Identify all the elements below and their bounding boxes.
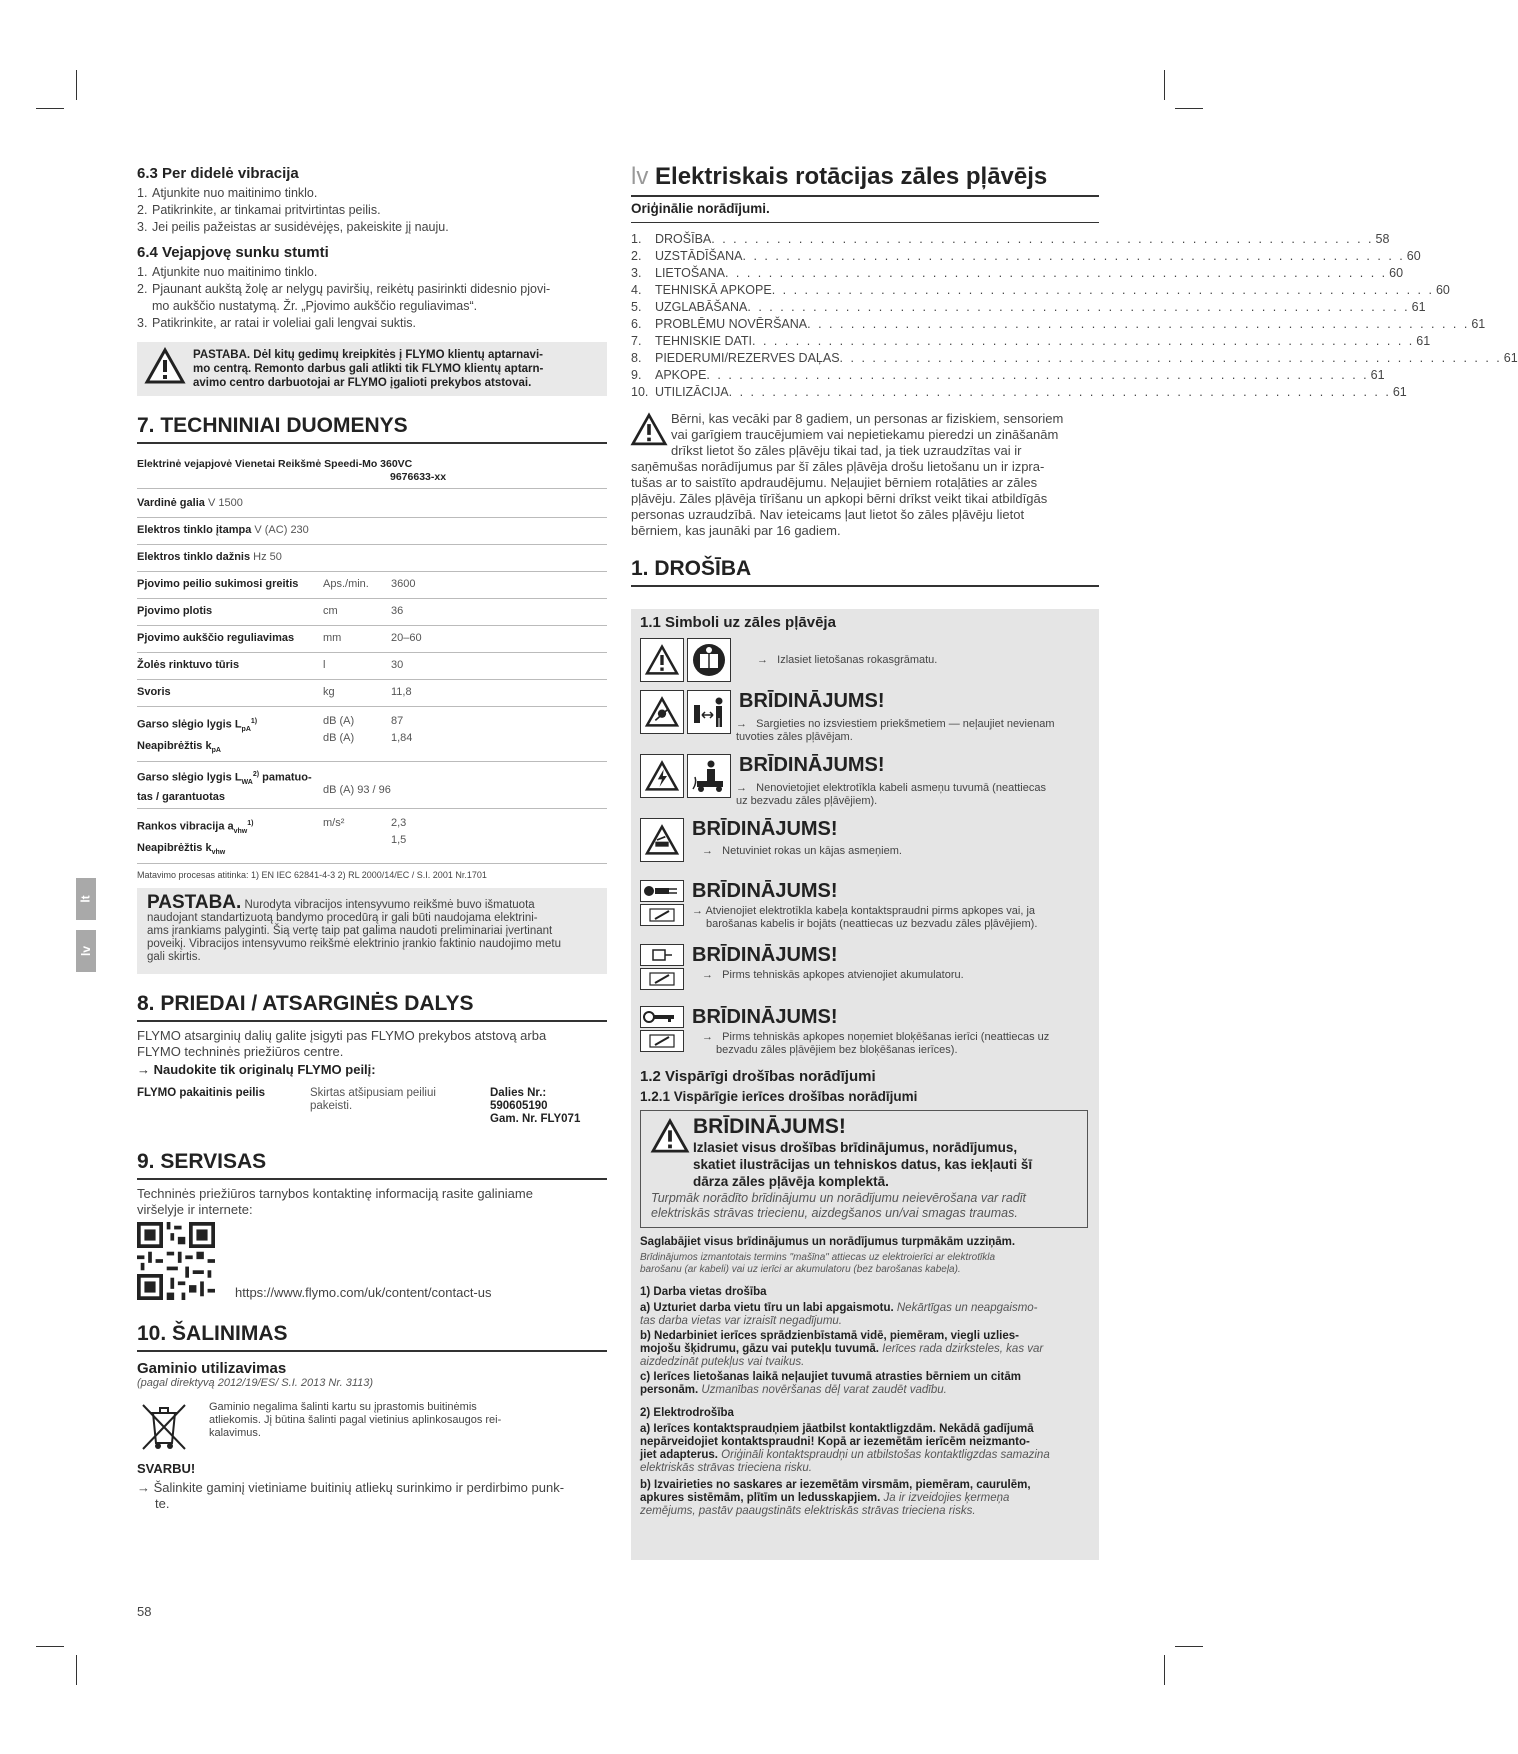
page-number: 58: [137, 1604, 152, 1619]
left-column: [137, 165, 607, 1512]
warning-symbol: [640, 690, 684, 734]
table-row: Pjovimo peilio sukimosi greitis Aps./min. 3600: [137, 572, 607, 599]
battery-icon: [650, 947, 674, 963]
contact-url[interactable]: https://www.flymo.com/uk/content/contact-us: [235, 1284, 492, 1300]
section-6-4-title: 6.4 Vejapjovę sunku stumti: [137, 244, 329, 261]
section-1-2-1-title: 1.2.1 Vispārīgie ierīces drošības norādījumi: [640, 1089, 918, 1104]
crop-mark: [1175, 108, 1203, 109]
table-of-contents: [631, 231, 1518, 401]
maintenance-symbol: [640, 968, 684, 990]
list-item: 3. Jei peilis pažeistas ar susidėvėjęs, pakeiskite jį nauju.: [137, 220, 449, 234]
symbol-text: → Izlasiet lietošanas rokasgrāmatu.: [757, 653, 938, 666]
work-safety-a: a) Uzturiet darba vietu tīru un labi apgaismotu. Nekārtīgas un neapgaismo- tas darba vietas var izraisīt negadījumu.: [640, 1302, 1038, 1327]
warning-unplug: BRĪDINĀJUMS! → Atvienojiet elektrotīkla kabeļa kontaktspraudni pirms apkopes vai, ja barošanas kabelis ir bojāts (neattiecas uz bezvadu zāles pļāvējiem).: [640, 880, 1095, 931]
warning-icon: [145, 348, 185, 384]
section-10-title: 10. ŠALINIMAS: [137, 1322, 607, 1352]
key-symbol: [640, 1006, 684, 1028]
section-1-1-title: 1.1 Simboli uz zāles pļāvēja: [640, 614, 836, 631]
crop-mark: [1164, 1655, 1165, 1685]
crop-mark: [1175, 1646, 1203, 1647]
intro-warning: Bērni, kas vecāki par 8 gadiem, un personas ar fiziskiem, sensoriem vai garīgiem traucējumiem vai nepietiekamu pieredzi un zināšanām drīkst lietot šo zāles pļāvēju tikai tad, ja tiek uzraudzītas vai ir saņēmušas norādījumus par šī zāles pļāvēja drošu lietošanu un ir izpra- tušas ar to saistīto apdraudējumu. Neļaujiet bērniem rotaļāties ar zāles pļāvēju. Zāles pļāvēja tīrīšanu un apkopi bērni drīkst veikt tikai atbildīgās personas uzraudzībā. Nav ieteicams ļaut lietot šo zāles pļāvēju lietot bērniem, kas jaunāki par 16 gadiem.: [631, 411, 1064, 538]
table-row: Garso slėgio lygis $L_{WA}^{2)}$ pamatuo- tas / garantuotas dB (A) 93 / 96: [137, 762, 607, 809]
warning-heading: BRĪDINĀJUMS!: [739, 690, 885, 712]
toc-item[interactable]: 9. APKOPE . . . . . . . . . . . . . . . . . . . . . . . . . . . . . . . . . . . . . . . . . . . . . . . . . . . . . . . . . . . . . 61: [631, 368, 1385, 382]
wrench-icon: [647, 1033, 677, 1049]
toc-item[interactable]: 2. UZSTĀDĪŠANA . . . . . . . . . . . . . . . . . . . . . . . . . . . . . . . . . . . . . . . . . . . . . . . . . . . . . . . . . . . . . 60: [631, 249, 1421, 263]
big-warning-box: BRĪDINĀJUMS! Izlasiet visus drošības brīdinājumus, norādījumus, skatiet ilustrācijas un tehniskos datus, kas iekļauti šī dārza zāles pļāvēja komplektā. Turpmāk norādīto brīdinājumu un norādījumu neievērošana var radīt elektriskās strāvas triecienu, aizdegšanos un/vai smagas traumas.: [640, 1110, 1088, 1228]
electrical-safety-b: b) Izvairieties no saskares ar iezemētām virsmām, piemēram, caurulēm, apkures sistēmām, plītīm un ledusskapjiem. Ja ir izveidojies ķermeņa zemējums, pastāv paaugstināts elektriskās strāvas trieciena risks.: [640, 1479, 1031, 1517]
read-manual-icon: [691, 642, 727, 678]
warning-heading: BRĪDINĀJUMS!: [692, 818, 838, 840]
spare-part-row: FLYMO pakaitinis peilis Skirtas atšipusiam peiliui pakeisti. Dalies Nr.: 590605190 Gam. Nr. FLY071: [137, 1086, 581, 1125]
term-note: Brīdinājumos izmantotais termins "mašīna" attiecas uz elektroierīci ar elektrotīkla barošanu (ar kabeli) vai uz ierīci ar akumulatoru (bez barošanas kabeļa).: [640, 1252, 996, 1275]
table-row: Vardinė galia V 1500: [137, 497, 243, 509]
disposal-directive: (pagal direktyvą 2012/19/ES/ S.I. 2013 Nr. 3113): [137, 1376, 374, 1389]
maintenance-symbol: [640, 1030, 684, 1052]
important-label: SVARBU!: [137, 1460, 196, 1476]
crop-mark: [36, 108, 64, 109]
section-6-3-list: [137, 185, 607, 236]
keep-distance-icon: [691, 695, 727, 729]
section-1-2-title: 1.2 Vispārīgi drošības norādījumi: [640, 1068, 876, 1085]
warning-cable: BRĪDINĀJUMS! → Nenovietojiet elektrotīkla kabeli asmeņu tuvumā (neattiecas uz bezvadu zāles pļāvējiem).: [640, 754, 1095, 808]
warning-icon: [631, 413, 667, 446]
warning-blades: BRĪDINĀJUMS! → Netuviniet rokas un kājas asmeņiem.: [640, 818, 1095, 862]
distance-symbol: [687, 690, 731, 734]
toc-item[interactable]: 7. TEHNISKIE DATI . . . . . . . . . . . . . . . . . . . . . . . . . . . . . . . . . . . . . . . . . . . . . . . . . . . . . . . . . . . . . 61: [631, 334, 1431, 348]
thrown-objects-icon: [645, 697, 679, 727]
right-column: [631, 163, 1518, 587]
section-7-title: 7. TECHNINIAI DUOMENYS: [137, 414, 607, 444]
toc-item[interactable]: 6. PROBLĒMU NOVĒRŠANA . . . . . . . . . . . . . . . . . . . . . . . . . . . . . . . . . . . . . . . . . . . . . . . . . . . . . . . . . . . . . 61: [631, 317, 1486, 331]
work-safety-c: c) Ierīces lietošanas laikā neļaujiet tuvumā atrasties bērniem un citām personām. Uzmanības novēršanas dēļ varat zaudēt vadību.: [640, 1371, 1021, 1396]
warning-heading: BRĪDINĀJUMS!: [692, 1006, 838, 1028]
list-item: 1. Atjunkite nuo maitinimo tinklo.: [137, 186, 318, 200]
table-row: Pjovimo aukščio reguliavimas mm 20–60: [137, 626, 607, 653]
warning-heading: BRĪDINĀJUMS!: [692, 880, 838, 902]
toc-item[interactable]: 5. UZGLABĀŠANA . . . . . . . . . . . . . . . . . . . . . . . . . . . . . . . . . . . . . . . . . . . . . . . . . . . . . . . . . . . . . 61: [631, 300, 1426, 314]
warning-symbol: [640, 818, 684, 862]
unplug-icon: [643, 883, 681, 899]
original-blade-line: → Naudokite tik originalų FLYMO peilį:: [137, 1061, 376, 1077]
crop-mark: [76, 1655, 77, 1685]
toc-item[interactable]: 3. LIETOŠANA . . . . . . . . . . . . . . . . . . . . . . . . . . . . . . . . . . . . . . . . . . . . . . . . . . . . . . . . . . . . . 60: [631, 266, 1404, 280]
symbol-row-manual: [640, 638, 937, 682]
cable-symbol: [687, 754, 731, 798]
list-item: 2. Pjaunant aukštą žolę ar nelygų paviršių, reikėtų pasirinkti didesnio pjovi- mo aukščio nustatymą. Žr. „Pjovimo aukščio reguliavimas“.: [137, 282, 551, 313]
tech-data-table: [137, 491, 607, 884]
table-row: Elektros tinklo įtampa V (AC) 230: [137, 518, 607, 545]
manual-title: lv Elektriskais rotācijas zāles pļāvējs: [631, 163, 1099, 197]
toc-item[interactable]: 1. DROŠĪBA . . . . . . . . . . . . . . . . . . . . . . . . . . . . . . . . . . . . . . . . . . . . . . . . . . . . . . . . . . . . . 58: [631, 232, 1390, 246]
section-9-title: 9. SERVISAS: [137, 1150, 607, 1180]
disposal-arrow-text: → Šalinkite gaminį vietiniame buitinių atliekų surinkimo ir perdirbimo punk- te.: [137, 1479, 565, 1511]
section-1-title: 1. DROŠĪBA: [631, 557, 1099, 587]
work-safety-title: 1) Darba vietas drošība: [640, 1286, 767, 1298]
toc-item[interactable]: 10. UTILIZĀCIJA . . . . . . . . . . . . . . . . . . . . . . . . . . . . . . . . . . . . . . . . . . . . . . . . . . . . . . . . . . . . . 61: [631, 385, 1407, 399]
table-row: Matavimo procesas atitinka: 1) EN IEC 62841-4-3 2) RL 2000/14/EC / S.I. 2001 Nr.1701: [137, 863, 607, 884]
manual-symbol: [687, 638, 731, 682]
wrench-icon: [647, 907, 677, 923]
general-safety: [640, 1068, 1092, 1518]
table-row: Žolės rinktuvo tūris l 30: [137, 653, 607, 680]
table-row: Rankos vibracija $a_{vhw}^{1)}$ Neapibrėžtis $k_{vhw}$ m/s² 2,3 1,5: [137, 808, 607, 863]
section-9-text: Techninės priežiūros tarnybos kontaktinę informaciją rasite galiniame viršelyje ir internete:: [137, 1185, 533, 1217]
keep-instructions: Saglabājiet visus brīdinājumus un norādījumus turpmākām uzziņām.: [640, 1236, 1016, 1248]
key-icon: [643, 1009, 681, 1025]
warning-thrown-objects: BRĪDINĀJUMS! → Sargieties no izsviestiem priekšmetiem — neļaujiet nevienam tuvoties zāles pļāvējam.: [640, 690, 1098, 744]
electrical-safety-a: a) Ierīces kontaktspraudņiem jāatbilst kontaktligzdām. Nekādā gadījumā nepārveidojiet kontaktspraudni! Kopā ar iezemētām ierīcēm neizmanto- jiet adapterus. Oriģināli kontaktspraudņi un atbilstošas kontaktligzdas samazina elektriskās strāvas trieciena risku.: [640, 1423, 1050, 1474]
warning-symbol: [640, 754, 684, 798]
table-row: Elektros tinklo dažnis Hz 50: [137, 545, 607, 572]
list-item: 2. Patikrinkite, ar tinkamai pritvirtintas peilis.: [137, 203, 381, 217]
plug-symbol: [640, 880, 684, 902]
note-box: PASTABA. Dėl kitų gedimų kreipkitės į FLYMO klientų aptarnavi- mo centrą. Remonto darbus gali atlikti tik FLYMO klientų aptarn- avimo centro darbuotojai ar FLYMO įgalioti prekybos atstovai.: [137, 342, 607, 396]
section-6-4-list: [137, 264, 607, 332]
crop-mark: [76, 70, 77, 100]
warning-heading: BRĪDINĀJUMS!: [739, 754, 885, 776]
wrench-icon: [647, 971, 677, 987]
warning-symbol: [640, 638, 684, 682]
crop-mark: [36, 1646, 64, 1647]
language-tab-lt[interactable]: lt: [76, 878, 96, 920]
work-safety-b: b) Nedarbiniet ierīces sprādzienbīstamā vidē, piemēram, viegli uzlies- mojošu šķidrumu, gāzu vai putekļu tuvumā. Ierīces rada dzirksteles, kas var aizdedzināt putekļus vai tvaikus.: [640, 1330, 1044, 1368]
table-row: Pjovimo plotis cm 36: [137, 599, 607, 626]
disposal-subtitle: Gaminio utilizavimas: [137, 1359, 287, 1377]
electrical-safety-title: 2) Elektrodrošība: [640, 1407, 734, 1419]
original-instructions: Oriģinālie norādījumi.: [631, 201, 1099, 223]
qr-code-icon[interactable]: [137, 1222, 215, 1300]
symbols-section: [640, 614, 1095, 631]
warning-key: BRĪDINĀJUMS! → Pirms tehniskās apkopes noņemiet bloķēšanas ierīci (neattiecas uz bezvadu zāles pļāvējiem bez bloķēšanas ierīces).: [640, 1006, 1095, 1057]
warning-heading: BRĪDINĀJUMS!: [692, 944, 838, 966]
electric-shock-icon: [645, 761, 679, 791]
section-8-title: 8. PRIEDAI / ATSARGINĖS DALYS: [137, 992, 607, 1022]
toc-item[interactable]: 8. PIEDERUMI/REZERVES DAĻAS . . . . . . . . . . . . . . . . . . . . . . . . . . . . . . . . . . . . . . . . . . . . . . . . . . . . . . . . . . . . . 61: [631, 351, 1518, 365]
tech-data-table-header: Elektrinė vejapjovė Vienetai Reikšmė Speedi-Mo 360VC 9676633-xx: [137, 458, 447, 483]
list-item: 1. Atjunkite nuo maitinimo tinklo.: [137, 265, 318, 279]
warning-icon: [651, 1119, 689, 1153]
list-item: 3. Patikrinkite, ar ratai ir voleliai gali lengvai suktis.: [137, 316, 416, 330]
crossed-out-bin-icon: [137, 1399, 191, 1453]
section-6-3-title: 6.3 Per didelė vibracija: [137, 165, 299, 182]
table-row: Garso slėgio lygis $L_{pA}^{1)}$ Neapibrėžtis $k_{pA}$ dB (A) dB (A) 87 1,84: [137, 707, 607, 762]
warning-battery: BRĪDINĀJUMS! → Pirms tehniskās apkopes atvienojiet akumulatoru.: [640, 944, 1095, 990]
warning-icon: [645, 645, 679, 675]
battery-symbol: [640, 944, 684, 966]
vibration-note-box: PASTABA. Nurodyta vibracijos intensyvumo reikšmė buvo išmatuota naudojant standartizuotą bandymo procedūrą ir gali būti naudojama elektrini- ams įrankiams palyginti. Šią vertę taip pat galima naudoti preliminariai įvertinant poveikį. Vibracijos intensyvumo reikšmė elektrinio įrankio faktinio naudojimo metu gali skirtis.: [137, 888, 607, 974]
toc-item[interactable]: 4. TEHNISKĀ APKOPE . . . . . . . . . . . . . . . . . . . . . . . . . . . . . . . . . . . . . . . . . . . . . . . . . . . . . . . . . . . . . 60: [631, 283, 1450, 297]
table-row: Svoris kg 11,8: [137, 680, 607, 707]
crop-mark: [1164, 70, 1165, 100]
language-tab-lv[interactable]: lv: [76, 930, 96, 972]
section-8-text: FLYMO atsarginių dalių galite įsigyti pas FLYMO prekybos atstovą arba FLYMO techninės priežiūros centre.: [137, 1027, 547, 1059]
maintenance-symbol: [640, 904, 684, 926]
disposal-text: Gaminio negalima šalinti kartu su įprastomis buitinėmis atliekomis. Jį būtina šalinti pagal vietinius aplinkosaugos rei- kalavimus.: [209, 1400, 502, 1439]
mower-cable-icon: [691, 759, 727, 793]
blade-hand-icon: [645, 825, 679, 855]
